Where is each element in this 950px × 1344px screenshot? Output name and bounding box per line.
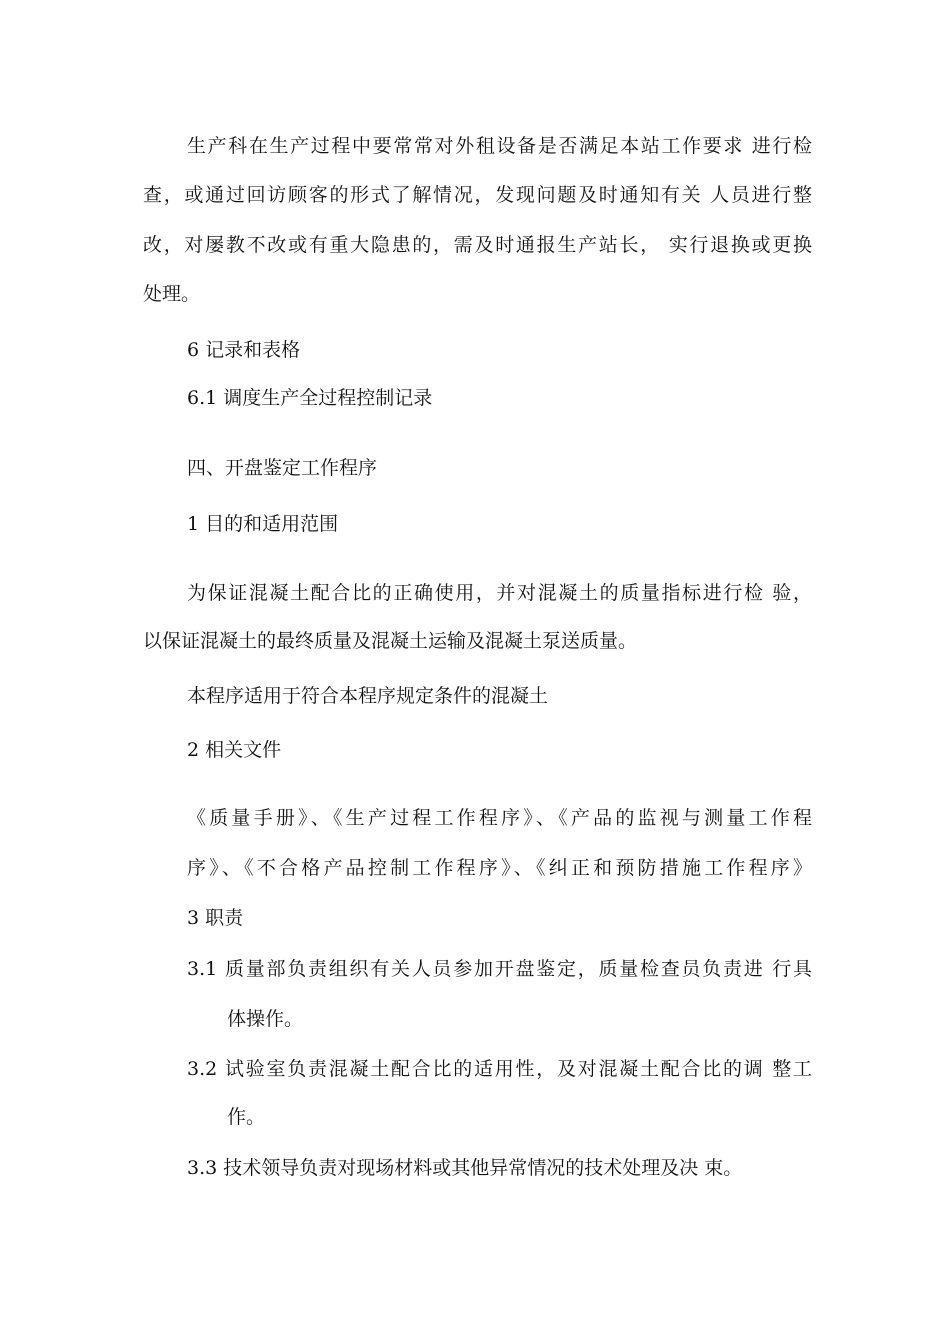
paragraph-line: 查，或通过回访顾客的形式了解情况，发现问题及时通知有关 人员进行整 (143, 184, 812, 206)
duty-item: 3.3 技术领导负责对现场材料或其他异常情况的技术处理及决 束。 (187, 1157, 743, 1179)
paragraph-line: 以保证混凝土的最终质量及混凝土运输及混凝土泵送质量。 (143, 630, 638, 652)
paragraph-line: 为保证混凝土配合比的正确使用，并对混凝土的质量指标进行检 验， (187, 582, 812, 604)
paragraph-line: 生产科在生产过程中要常常对外租设备是否满足本站工作要求 进行检 (187, 135, 812, 157)
section-heading: 3 职责 (187, 907, 244, 929)
section-heading: 6 记录和表格 (187, 339, 301, 361)
chapter-heading: 四、开盘鉴定工作程序 (187, 457, 378, 479)
paragraph-line: 《质量手册》、《生产过程工作程序》、《产品的监视与测量工作程 (187, 807, 812, 829)
paragraph-line: 本程序适用于符合本程序规定条件的混凝土 (187, 685, 549, 707)
duty-item-continuation: 体操作。 (227, 1008, 304, 1030)
section-heading: 1 目的和适用范围 (187, 513, 339, 535)
list-item: 6.1 调度生产全过程控制记录 (187, 387, 433, 409)
paragraph-line: 序》、《不合格产品控制工作程序》、《纠正和预防措施工作程序》 (187, 857, 812, 879)
section-heading: 2 相关文件 (187, 739, 282, 761)
duty-item: 3.1 质量部负责组织有关人员参加开盘鉴定，质量检查员负责进 行具 (187, 958, 812, 980)
duty-item: 3.2 试验室负责混凝土配合比的适用性，及对混凝土配合比的调 整工 (187, 1058, 812, 1080)
paragraph-line: 处理。 (143, 283, 201, 305)
paragraph-line: 改，对屡教不改或有重大隐患的，需及时通报生产站长， 实行退换或更换 (143, 234, 812, 256)
duty-item-continuation: 作。 (227, 1106, 266, 1128)
